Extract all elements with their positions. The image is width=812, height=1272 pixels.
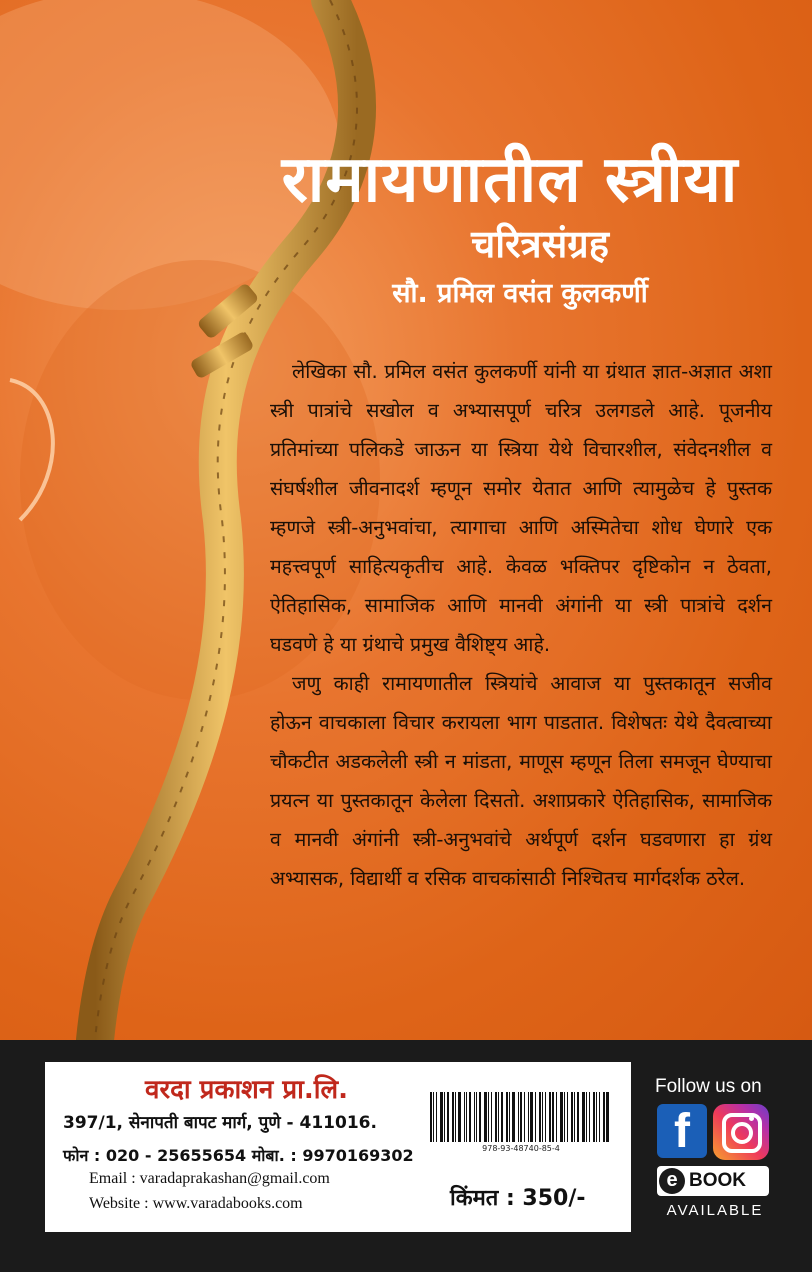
publisher-address: 397/1, सेनापती बापट मार्ग, पुणे - 411016.: [63, 1113, 377, 1133]
barcode-bar: [464, 1092, 465, 1142]
barcode-bar: [542, 1092, 543, 1142]
facebook-icon[interactable]: [657, 1104, 707, 1158]
blurb-paragraph-2: जणु काही रामायणातील स्त्रियांचे आवाज या पुस्तकातून सजीव होऊन वाचकाला विचार करायला भाग पाडतात. विशेषतः येथे दैवत्वाच्या चौकटीत अडकलेली स्त्री न मांडता, माणूस म्हणून तिला समजून घेण्याचा प्रयत्न या पुस्तकातून केलेला दिसतो. अशाप्रकारे ऐतिहासिक, सामाजिक व मानवी अंगांनी स्त्री-अनुभवांचे अर्थपूर्ण दर्शन घडवणारा हा ग्रंथ अभ्यासक, विद्यार्थी व रसिक वाचकांसाठी निश्चितच मार्गदर्शक ठरेल.: [270, 672, 772, 890]
publisher-panel: [45, 1062, 631, 1232]
follow-us-label: Follow us on: [655, 1076, 762, 1097]
publisher-email: Email : varadaprakashan@gmail.com: [89, 1170, 330, 1187]
barcode-bar: [455, 1092, 456, 1142]
barcode-bar: [530, 1092, 533, 1142]
barcode-bar: [430, 1092, 432, 1142]
barcode-bar: [458, 1092, 461, 1142]
barcode-bar: [574, 1092, 575, 1142]
publisher-name: वरदा प्रकाशन प्रा.लि.: [145, 1075, 348, 1105]
barcode-bar: [599, 1092, 600, 1142]
barcode-bar: [586, 1092, 587, 1142]
barcode-bar: [469, 1092, 471, 1142]
barcode-bar: [436, 1092, 437, 1142]
price-label: किंमत : 350/-: [450, 1186, 586, 1211]
barcode-bar: [582, 1092, 585, 1142]
facebook-glyph: f: [674, 1105, 690, 1158]
barcode-bar: [593, 1092, 595, 1142]
barcode-bar: [577, 1092, 579, 1142]
blurb-text: [270, 352, 772, 898]
instagram-icon[interactable]: [713, 1104, 769, 1160]
barcode-bar: [509, 1092, 510, 1142]
barcode-bar: [560, 1092, 563, 1142]
barcode-bar: [528, 1092, 529, 1142]
book-subtitle: चरित्रसंग्रह: [471, 222, 609, 266]
barcode-bar: [474, 1092, 475, 1142]
barcode-bar: [440, 1092, 443, 1142]
ebook-e-icon: e: [659, 1168, 685, 1194]
ebook-available-label: AVAILABLE: [666, 1202, 764, 1219]
barcode-bar: [501, 1092, 503, 1142]
barcode-bar: [524, 1092, 525, 1142]
barcode-bar: [596, 1092, 597, 1142]
barcode-bar: [466, 1092, 467, 1142]
barcode-bar: [495, 1092, 497, 1142]
barcode-bar: [539, 1092, 541, 1142]
barcode-bar: [518, 1092, 519, 1142]
barcode-bar: [479, 1092, 481, 1142]
barcode-bar: [433, 1092, 434, 1142]
barcode-bar: [476, 1092, 477, 1142]
barcode-bar: [447, 1092, 449, 1142]
barcode-bar: [444, 1092, 445, 1142]
author-name: सौ. प्रमिल वसंत कुलकर्णी: [392, 278, 648, 309]
barcode-bar: [491, 1092, 492, 1142]
barcode-bar: [603, 1092, 605, 1142]
instagram-icon-lens: [731, 1122, 753, 1144]
barcode-bar: [498, 1092, 499, 1142]
isbn-number: 978-93-48740-85-4: [482, 1144, 560, 1153]
barcode-bar: [606, 1092, 609, 1142]
barcode-bar: [567, 1092, 568, 1142]
instagram-icon-dot: [749, 1116, 754, 1121]
barcode-bar: [506, 1092, 508, 1142]
barcode-bar: [535, 1092, 536, 1142]
publisher-website: Website : www.varadabooks.com: [89, 1195, 303, 1212]
barcode-image: [430, 1092, 612, 1142]
barcode-bar: [589, 1092, 590, 1142]
barcode-bar: [549, 1092, 551, 1142]
barcode-bar: [452, 1092, 454, 1142]
barcode-bar: [552, 1092, 554, 1142]
barcode-bar: [484, 1092, 487, 1142]
book-title: रामायणातील स्त्रीया: [281, 143, 739, 217]
barcode-bar: [556, 1092, 557, 1142]
barcode-bar: [488, 1092, 489, 1142]
barcode-bar: [545, 1092, 546, 1142]
barcode-bar: [520, 1092, 522, 1142]
ebook-word: BOOK: [689, 1170, 746, 1191]
barcode-bar: [512, 1092, 515, 1142]
publisher-phone: फोन : 020 - 25655654 मोबा. : 9970169302: [63, 1146, 414, 1165]
barcode-bar: [571, 1092, 573, 1142]
blurb-paragraph-1: लेखिका सौ. प्रमिल वसंत कुलकर्णी यांनी या ग्रंथात ज्ञात-अज्ञात अशा स्त्री पात्रांचे सखोल व अभ्यासपूर्ण चरित्र उलगडले आहे. पूजनीय प्रतिमांच्या पलिकडे जाऊन या स्त्रिया येथे विचारशील, संवेदनशील व संघर्षशील जीवनादर्श म्हणून समोर येतात आणि त्यामुळेच हे पुस्तक म्हणजे स्त्री-अनुभवांचा, त्यागाचा आणि अस्मितेचा शोध घेणारे एक महत्त्वपूर्ण साहित्यकृतीच आहे. केवळ भक्तिपर दृष्टिकोन न ठेवता, ऐतिहासिक, सामाजिक आणि मानवी अंगांनी या स्त्री पात्रांचे दर्शन घडवणे हे या ग्रंथाचे प्रमुख वैशिष्ट्य आहे.: [270, 360, 772, 656]
barcode-bar: [564, 1092, 565, 1142]
ebook-badge[interactable]: [657, 1166, 769, 1196]
